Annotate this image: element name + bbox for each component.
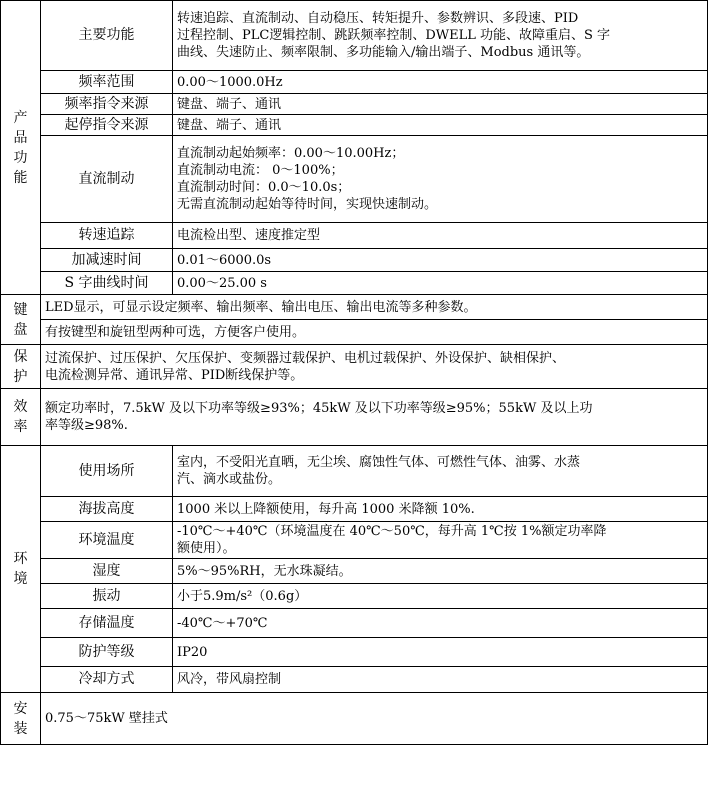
value-line: 小于5.9m/s²（0.6g） <box>177 588 308 604</box>
value-line: 率等级≥98%. <box>45 418 128 433</box>
row-label: 海拔高度 <box>78 500 135 517</box>
product-label-cell <box>41 272 173 295</box>
environment-label-cell <box>41 609 173 638</box>
group-char: 环 <box>13 551 28 567</box>
value-line: 电流检测异常、通讯异常、PID断线保护等。 <box>45 367 304 383</box>
value-line: IP20 <box>177 644 208 660</box>
product-row <box>1 136 708 223</box>
environment-value-cell <box>173 497 708 522</box>
row-label: 冷却方式 <box>78 671 135 687</box>
value-line: 直流制动起始频率：0.00～10.00Hz； <box>177 146 405 161</box>
group-char: 品 <box>13 129 28 146</box>
product-row <box>1 272 708 295</box>
row-label: S 字曲线时间 <box>64 274 149 291</box>
value-line: 过程控制、PLC逻辑控制、跳跃频率控制、DWELL 功能、故障重启、S 字 <box>177 28 611 43</box>
group-keypad-label <box>3 300 38 340</box>
keypad-row <box>1 320 708 345</box>
environment-row <box>1 446 708 497</box>
row-label: 直流制动 <box>78 170 135 187</box>
row-label: 加减速时间 <box>71 251 142 268</box>
environment-row <box>1 522 708 559</box>
row-label: 主要功能 <box>78 27 135 43</box>
environment-label-cell <box>41 638 173 667</box>
environment-label-cell <box>41 584 173 609</box>
value-line: 额定功率时，7.5kW 及以下功率等级≥93%；45kW 及以下功率等级≥95%；55kW 及以上功 <box>45 401 593 416</box>
group-char: 安 <box>13 700 28 717</box>
group-efficiency <box>1 389 41 446</box>
protection-value-cell <box>41 345 708 389</box>
environment-label-cell <box>41 667 173 693</box>
product-value-cell <box>173 223 708 249</box>
keypad-value-cell <box>41 320 708 345</box>
group-char: 盘 <box>13 321 28 338</box>
environment-row <box>1 559 708 584</box>
environment-row <box>1 609 708 638</box>
value-line: 0.75～75kW 壁挂式 <box>45 711 168 726</box>
environment-value-cell <box>173 522 708 559</box>
value-line: 5%～95%RH，无水珠凝结。 <box>177 563 352 579</box>
row-label: 使用场所 <box>78 462 135 479</box>
value-line: 风冷，带风扇控制 <box>177 672 282 687</box>
row-label: 频率范围 <box>78 73 135 90</box>
install-row <box>1 693 708 745</box>
efficiency-row <box>1 389 708 446</box>
install-value-cell <box>41 693 708 745</box>
environment-row <box>1 497 708 522</box>
value-line: 直流制动时间：0.0～10.0s； <box>177 180 351 195</box>
value-line: -40℃～+70℃ <box>177 615 268 631</box>
value-line: 无需直流制动起始等待时间，实现快速制动。 <box>177 197 438 212</box>
keypad-value-cell <box>41 295 708 320</box>
value-line: 电流检出型、速度推定型 <box>177 228 321 243</box>
environment-label-cell <box>41 559 173 584</box>
environment-row <box>1 667 708 693</box>
value-line: 1000 米以上降额使用，每升高 1000 米降额 10%. <box>177 501 475 517</box>
product-row <box>1 1 708 71</box>
product-value-cell <box>173 136 708 223</box>
product-value-cell <box>173 71 708 94</box>
value-line: LED显示，可显示设定频率、输出频率、输出电压、输出电流等多种参数。 <box>45 299 477 315</box>
value-line: 键盘、端子、通讯 <box>177 117 282 133</box>
environment-label-cell <box>41 497 173 522</box>
environment-value-cell <box>173 584 708 609</box>
value-line: 曲线、失速防止、频率限制、多功能输入/输出端子、Modbus 通讯等。 <box>177 45 590 60</box>
group-environment <box>1 446 41 693</box>
value-line: 汽、滴水或盐份。 <box>177 472 282 487</box>
product-label-cell <box>41 223 173 249</box>
product-value-cell <box>173 115 708 136</box>
product-row <box>1 249 708 272</box>
row-label: 频率指令来源 <box>64 95 149 112</box>
group-char: 保 <box>13 348 28 365</box>
value-line: 室内，不受阳光直晒，无尘埃、腐蚀性气体、可燃性气体、油雾、水蒸 <box>177 455 581 470</box>
row-label: 存储温度 <box>78 614 135 631</box>
row-label: 转速追踪 <box>78 227 135 243</box>
environment-label-cell <box>41 446 173 497</box>
value-line: 过流保护、过压保护、欠压保护、变频器过载保护、电机过载保护、外设保护、缺相保护、 <box>45 350 566 366</box>
product-value-cell <box>173 249 708 272</box>
product-row <box>1 223 708 249</box>
product-label-cell <box>41 71 173 94</box>
value-line: 有按键型和旋钮型两种可选，方便客户使用。 <box>45 324 306 340</box>
product-row <box>1 94 708 115</box>
product-value-cell <box>173 272 708 295</box>
group-char: 产 <box>13 109 28 126</box>
value-line: 转速追踪、直流制动、自动稳压、转矩提升、参数辨识、多段速、PID <box>177 11 579 26</box>
group-char: 护 <box>13 368 28 385</box>
group-char: 能 <box>13 169 28 186</box>
row-label: 振动 <box>92 587 121 604</box>
row-label: 湿度 <box>92 562 121 579</box>
value-line: 0.01～6000.0s <box>177 252 272 268</box>
group-char: 功 <box>13 149 28 166</box>
protection-row <box>1 345 708 389</box>
value-line: -10℃～+40℃（环境温度在 40℃～50℃，每升高 1℃按 1%额定功率降 <box>177 524 607 539</box>
environment-row <box>1 584 708 609</box>
group-efficiency-label <box>3 397 38 437</box>
group-protection-label <box>3 347 38 387</box>
environment-value-cell <box>173 559 708 584</box>
environment-value-cell <box>173 638 708 667</box>
row-label: 环境温度 <box>78 531 135 548</box>
product-row <box>1 71 708 94</box>
product-value-cell <box>173 1 708 71</box>
environment-label-cell <box>41 522 173 559</box>
efficiency-value-cell <box>41 389 708 446</box>
group-char: 装 <box>13 720 28 737</box>
environment-value-cell <box>173 609 708 638</box>
product-label-cell <box>41 94 173 115</box>
product-label-cell <box>41 249 173 272</box>
product-label-cell <box>41 136 173 223</box>
group-install <box>1 693 41 745</box>
group-product-label <box>3 108 38 188</box>
row-label: 防护等级 <box>78 643 135 660</box>
group-char: 键 <box>13 301 28 318</box>
product-label-cell <box>41 115 173 136</box>
group-product <box>1 1 41 295</box>
product-label-cell <box>41 1 173 71</box>
keypad-row <box>1 295 708 320</box>
group-environment-label <box>3 549 38 589</box>
group-char: 效 <box>13 399 28 415</box>
value-line: 键盘、端子、通讯 <box>177 96 282 112</box>
row-label: 起停指令来源 <box>64 116 149 133</box>
value-line: 直流制动电流： 0～100%； <box>177 163 344 178</box>
environment-row <box>1 638 708 667</box>
group-install-label <box>3 699 38 739</box>
group-char: 境 <box>13 571 28 587</box>
product-row <box>1 115 708 136</box>
value-line: 0.00～25.00 s <box>177 275 267 291</box>
value-line: 0.00～1000.0Hz <box>177 74 283 90</box>
value-line: 额使用）。 <box>177 541 236 556</box>
group-protection <box>1 345 41 389</box>
product-value-cell <box>173 94 708 115</box>
environment-value-cell <box>173 667 708 693</box>
group-keypad <box>1 295 41 345</box>
environment-value-cell <box>173 446 708 497</box>
group-char: 率 <box>13 419 28 435</box>
